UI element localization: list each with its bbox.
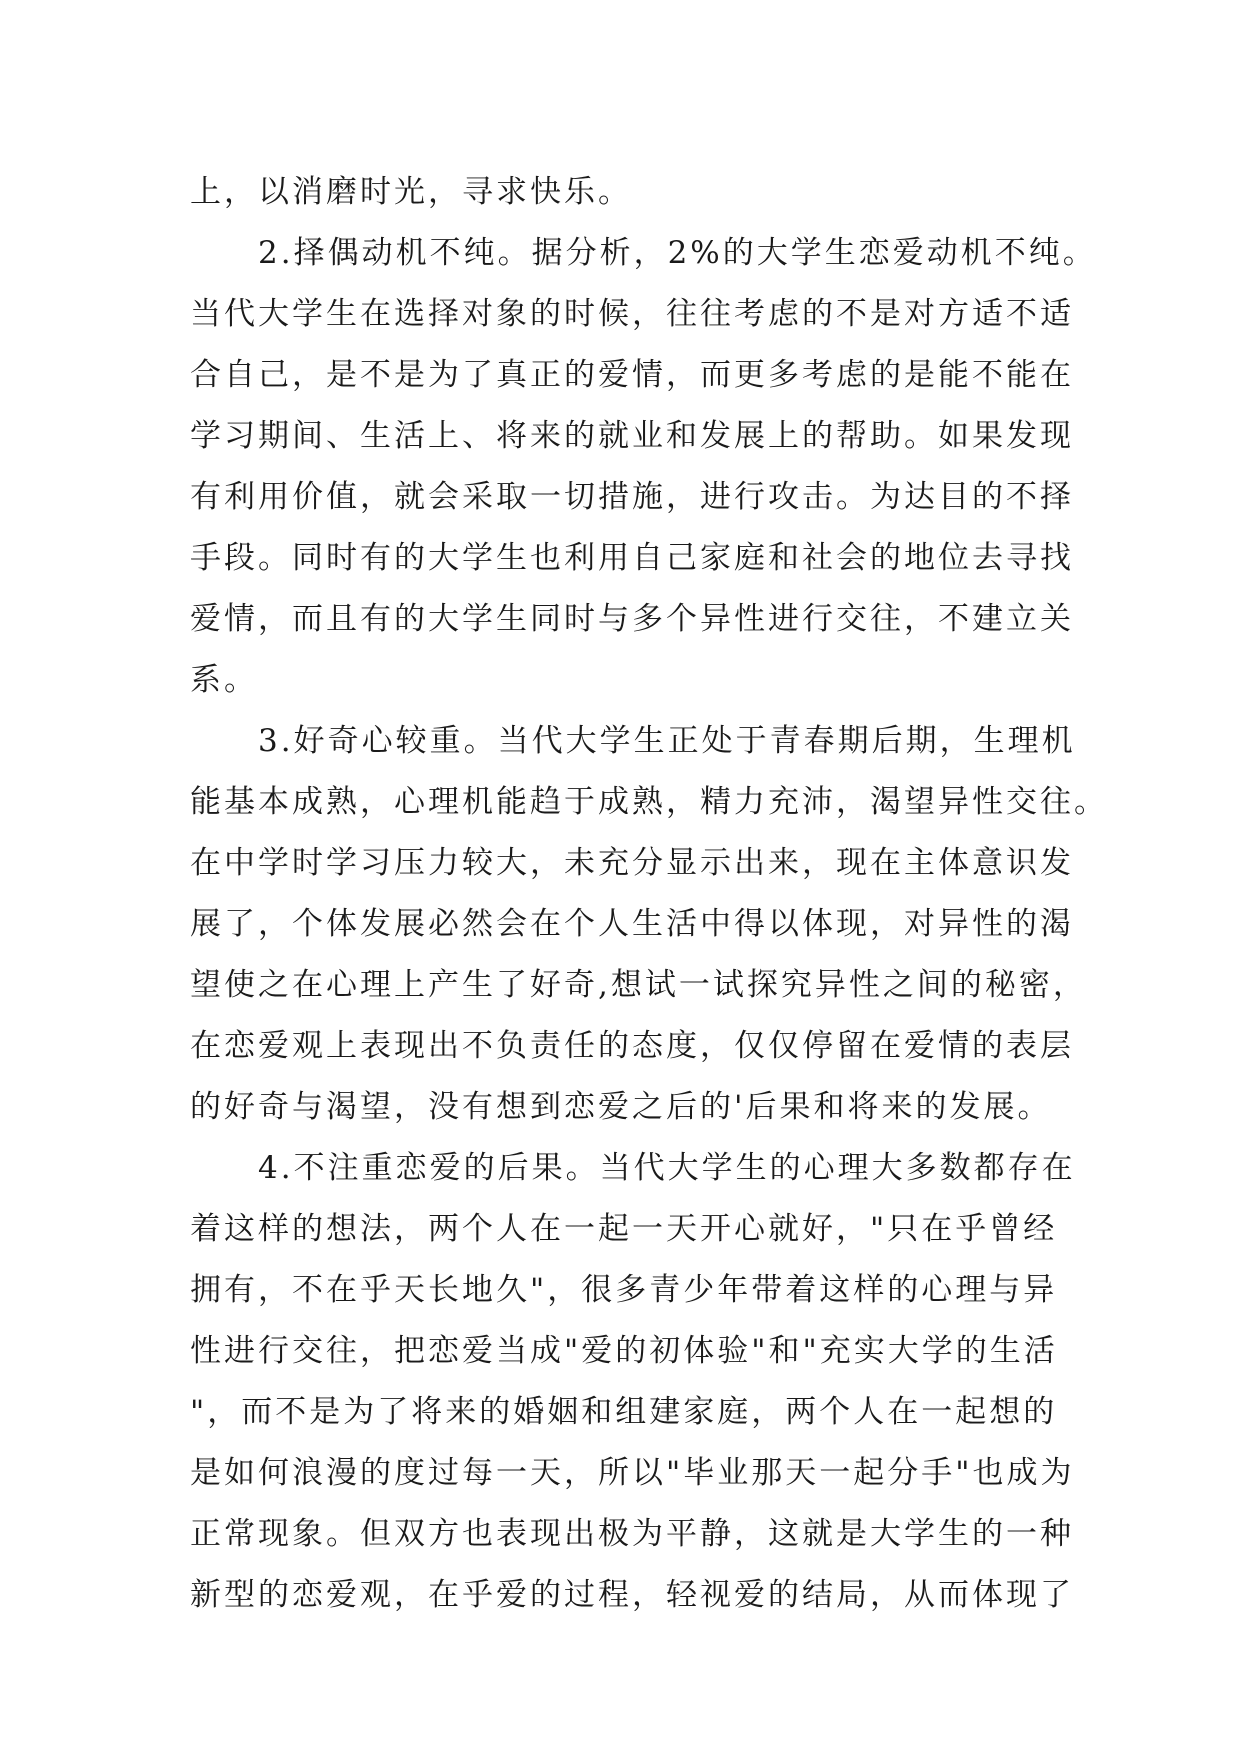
text-line: 手段。同时有的大学生也利用自己家庭和社会的地位去寻找 <box>190 540 1074 576</box>
text-line: 学习期间、生活上、将来的就业和发展上的帮助。如果发现 <box>190 418 1074 454</box>
text-line: 系。 <box>190 662 258 698</box>
text-line: 当代大学生在选择对象的时候，往往考虑的不是对方适不适 <box>190 296 1074 332</box>
text-line: 是如何浪漫的度过每一天，所以"毕业那天一起分手"也成为 <box>190 1455 1075 1491</box>
text-line: 性进行交往，把恋爱当成"爱的初体验"和"充实大学的生活 <box>190 1333 1058 1369</box>
text-line: 望使之在心理上产生了好奇,想试一试探究异性之间的秘密， <box>190 967 1087 1003</box>
text-line: 在中学时学习压力较大，未充分显示出来，现在主体意识发 <box>190 845 1074 881</box>
text-line: 爱情，而且有的大学生同时与多个异性进行交往，不建立关 <box>190 601 1074 637</box>
text-line: 3.好奇心较重。当代大学生正处于青春期后期，生理机 <box>190 723 1076 759</box>
text-line: 4.不注重恋爱的后果。当代大学生的心理大多数都存在 <box>190 1150 1076 1186</box>
document-body <box>190 162 1108 1626</box>
text-line: 着这样的想法，两个人在一起一天开心就好，"只在乎曾经 <box>190 1211 1058 1247</box>
text-line: 正常现象。但双方也表现出极为平静，这就是大学生的一种 <box>190 1516 1074 1552</box>
text-line: 有利用价值，就会采取一切措施，进行攻击。为达目的不择 <box>190 479 1074 515</box>
text-line: "，而不是为了将来的婚姻和组建家庭，两个人在一起想的 <box>190 1394 1058 1430</box>
text-line: 展了，个体发展必然会在个人生活中得以体现，对异性的渴 <box>190 906 1074 942</box>
text-line: 新型的恋爱观，在乎爱的过程，轻视爱的结局，从而体现了 <box>190 1577 1074 1613</box>
text-line: 上，以消磨时光，寻求快乐。 <box>190 174 632 210</box>
text-line: 拥有，不在乎天长地久"，很多青少年带着这样的心理与异 <box>190 1272 1058 1308</box>
text-line: 2.择偶动机不纯。据分析，2%的大学生恋爱动机不纯。 <box>190 235 1097 271</box>
text-line: 在恋爱观上表现出不负责任的态度，仅仅停留在爱情的表层 <box>190 1028 1074 1064</box>
text-line: 的好奇与渴望，没有想到恋爱之后的'后果和将来的发展。 <box>190 1089 1052 1125</box>
text-line: 能基本成熟，心理机能趋于成熟，精力充沛，渴望异性交往。 <box>190 784 1108 820</box>
text-line: 合自己，是不是为了真正的爱情，而更多考虑的是能不能在 <box>190 357 1074 393</box>
